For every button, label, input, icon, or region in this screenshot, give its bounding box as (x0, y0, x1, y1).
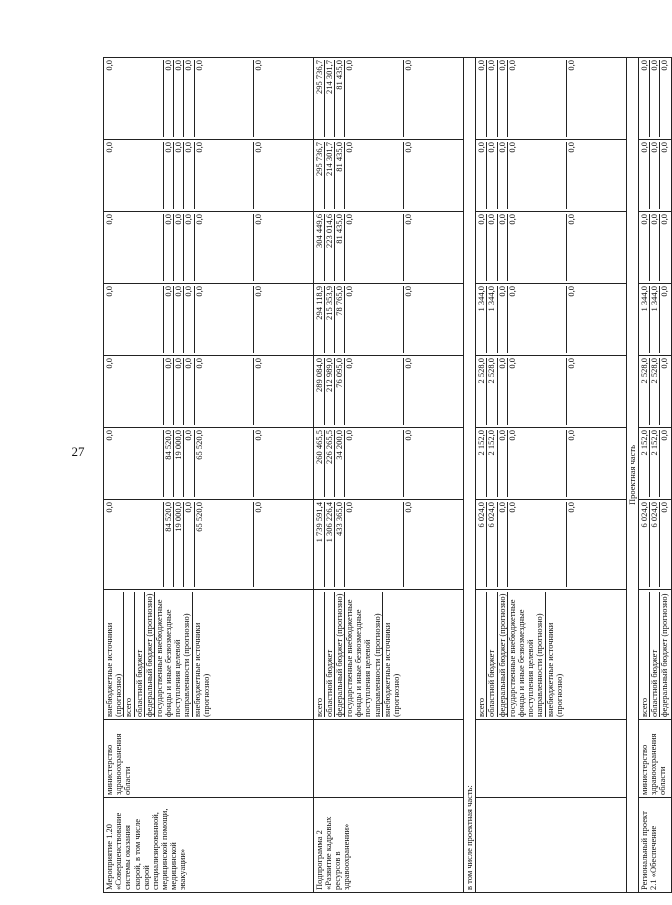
value-column (639, 284, 672, 356)
value-cell: 2 528,0 (487, 358, 497, 425)
value-column (639, 356, 672, 428)
row-subprogram-2 (313, 58, 464, 893)
value-cell: 0,0 (508, 502, 567, 587)
value-cell: 0,0 (487, 142, 497, 209)
value-column (639, 428, 672, 500)
value-cell: 0,0 (565, 430, 576, 441)
value-cell: 1 306 226,4 (325, 502, 335, 587)
value-cell: 0,0 (659, 142, 670, 153)
value-cell: 260 465,5 (315, 430, 325, 497)
value-cell: 0,0 (508, 214, 567, 281)
executor (313, 720, 464, 798)
value-column (639, 58, 672, 140)
value-column (476, 500, 627, 590)
value-cell: 0,0 (477, 142, 487, 209)
funding-source: внебюджетные источники (прогнозно) (544, 622, 564, 717)
value-cell: 215 353,9 (325, 286, 335, 353)
value-cell: 0,0 (195, 214, 254, 281)
value-cell: 0,0 (403, 430, 414, 441)
project-part-label: в том числе проектная часть: (464, 58, 476, 893)
value-column (639, 140, 672, 212)
value-cell: 19 000,0 (174, 430, 184, 497)
funding-source: федеральный бюджет (прогнозно) (496, 593, 507, 717)
value-cell: 0,0 (164, 60, 174, 137)
funding-source: областной бюджет (650, 592, 660, 717)
value-cell: 0,0 (403, 142, 414, 153)
value-column (104, 58, 314, 140)
value-cell: 0,0 (659, 502, 670, 513)
page-number: 27 (71, 444, 85, 459)
value-column (104, 428, 314, 500)
funding-source: федеральный бюджет (прогнозно) (333, 593, 344, 717)
source-column (313, 590, 464, 720)
value-cell: 0,0 (403, 502, 414, 513)
value-cell: 433 365,0 (335, 502, 345, 587)
value-cell: 2 528,0 (640, 358, 650, 425)
value-cell: 0,0 (640, 60, 650, 137)
value-column (313, 58, 464, 140)
project-part-header: Проектная часть (626, 58, 638, 893)
budget-table (103, 57, 672, 893)
row-measure-1-20 (104, 58, 314, 893)
value-cell: 0,0 (565, 142, 576, 153)
value-cell: 0,0 (184, 286, 194, 353)
measure-name: Региональный проект 2.1 «Обеспечение (639, 798, 672, 893)
value-cell: 0,0 (195, 60, 254, 137)
value-column (639, 212, 672, 284)
value-cell: 0,0 (174, 142, 184, 209)
value-column (104, 212, 314, 284)
value-cell: 0,0 (345, 502, 404, 587)
value-cell: 0,0 (184, 142, 194, 209)
value-cell: 0,0 (508, 286, 567, 353)
measure-name (476, 798, 627, 893)
value-cell: 2 152,0 (487, 430, 497, 497)
value-column (313, 212, 464, 284)
value-cell: 0,0 (477, 60, 487, 137)
value-cell: 6 024,0 (487, 502, 497, 587)
value-column (313, 284, 464, 356)
value-cell: 2 528,0 (477, 358, 487, 425)
executor: министерство здравоохранения области (104, 720, 314, 798)
value-cell: 0,0 (105, 358, 164, 425)
value-cell: 0,0 (345, 358, 404, 425)
funding-source: федеральный бюджет (прогнозно) (143, 593, 154, 717)
value-cell: 2 152,0 (650, 430, 660, 497)
value-cell: 0,0 (174, 60, 184, 137)
value-cell: 0,0 (164, 286, 174, 353)
value-cell: 1 344,0 (487, 286, 497, 353)
funding-source: внебюджетные источники (прогнозно) (105, 592, 124, 717)
value-cell: 0,0 (487, 214, 497, 281)
value-cell: 0,0 (565, 214, 576, 225)
value-column (313, 356, 464, 428)
value-cell: 0,0 (105, 142, 164, 209)
value-column (476, 140, 627, 212)
funding-source: всего (315, 592, 325, 717)
measure-name: Мероприятие 1.20 «Совершенствование системы оказания скорой, в том числе скорой специализированной, медицинской помощи, медицинской эвакуации» (104, 798, 314, 893)
value-cell: 0,0 (487, 60, 497, 137)
value-column (104, 500, 314, 590)
funding-source: всего (477, 592, 487, 717)
value-cell: 84 520,0 (164, 502, 174, 587)
value-cell: 0,0 (659, 60, 670, 71)
value-column (104, 284, 314, 356)
value-cell: 0,0 (252, 358, 263, 369)
value-cell: 0,0 (659, 430, 670, 441)
value-cell: 6 024,0 (640, 502, 650, 587)
value-cell: 0,0 (105, 502, 164, 587)
value-cell: 0,0 (105, 430, 164, 497)
value-cell: 19 000,0 (174, 502, 184, 587)
value-cell: 0,0 (565, 502, 576, 513)
value-cell: 226 265,5 (325, 430, 335, 497)
source-column (476, 590, 627, 720)
funding-source: государственные внебюджетные фонды и иные безвозмездные поступления целевой направленности (прогнозно) (508, 592, 546, 717)
value-cell: 0,0 (252, 214, 263, 225)
value-cell: 81 435,0 (335, 142, 345, 209)
value-cell: 0,0 (508, 358, 567, 425)
value-cell: 0,0 (498, 142, 508, 209)
value-column (476, 356, 627, 428)
value-cell: 0,0 (174, 286, 184, 353)
value-cell: 0,0 (403, 60, 414, 71)
value-cell: 81 435,0 (335, 214, 345, 281)
funding-source: государственные внебюджетные фонды и иные безвозмездные поступления целевой направленности (прогнозно) (155, 592, 193, 717)
value-cell: 295 736,7 (315, 60, 325, 137)
value-cell: 34 200,0 (335, 430, 345, 497)
value-cell: 0,0 (164, 142, 174, 209)
value-cell: 0,0 (184, 214, 194, 281)
value-cell: 6 024,0 (650, 502, 660, 587)
value-cell: 0,0 (184, 430, 194, 497)
value-column (313, 500, 464, 590)
value-cell: 0,0 (659, 214, 670, 225)
value-cell: 0,0 (508, 142, 567, 209)
value-cell: 0,0 (164, 358, 174, 425)
value-cell: 0,0 (650, 214, 660, 281)
value-cell: 0,0 (252, 60, 263, 71)
value-cell: 81 435,0 (335, 60, 345, 137)
value-column (104, 356, 314, 428)
value-cell: 212 989,0 (325, 358, 335, 425)
value-cell: 65 520,0 (195, 502, 254, 587)
value-cell: 0,0 (252, 502, 263, 513)
measure-name: Подпрограмма 2 «Развитие кадровых ресурсов в здравоохранении» (313, 798, 464, 893)
value-column (476, 58, 627, 140)
value-cell: 84 520,0 (164, 430, 174, 497)
value-cell: 0,0 (252, 286, 263, 297)
source-column (104, 590, 314, 720)
funding-source: областной бюджет (135, 592, 145, 717)
value-column (104, 140, 314, 212)
value-cell: 0,0 (174, 214, 184, 281)
value-cell: 294 118,9 (315, 286, 325, 353)
value-cell: 1 344,0 (477, 286, 487, 353)
value-cell: 0,0 (164, 214, 174, 281)
value-cell: 0,0 (508, 430, 567, 497)
value-cell: 0,0 (195, 142, 254, 209)
value-cell: 0,0 (498, 60, 508, 137)
value-column (313, 140, 464, 212)
value-column (476, 212, 627, 284)
value-cell: 214 301,7 (325, 60, 335, 137)
value-cell: 0,0 (565, 358, 576, 369)
value-cell: 2 528,0 (650, 358, 660, 425)
value-cell: 2 152,0 (477, 430, 487, 497)
value-cell: 1 739 591,4 (315, 502, 325, 587)
value-cell: 0,0 (498, 358, 508, 425)
value-cell: 65 520,0 (195, 430, 254, 497)
value-cell: 0,0 (650, 60, 660, 137)
value-column (476, 284, 627, 356)
value-cell: 0,0 (252, 430, 263, 441)
value-cell: 214 301,7 (325, 142, 335, 209)
value-cell: 0,0 (105, 60, 164, 137)
value-column (476, 428, 627, 500)
value-cell: 0,0 (252, 142, 263, 153)
value-cell: 0,0 (508, 60, 567, 137)
value-cell: 0,0 (105, 214, 164, 281)
funding-source: всего (124, 592, 134, 717)
value-cell: 0,0 (403, 214, 414, 225)
funding-source: областной бюджет (325, 592, 335, 717)
value-cell: 0,0 (195, 358, 254, 425)
value-cell: 0,0 (184, 60, 194, 137)
value-cell: 0,0 (640, 214, 650, 281)
value-cell: 6 024,0 (477, 502, 487, 587)
value-cell: 289 084,0 (315, 358, 325, 425)
funding-source: областной бюджет (487, 592, 497, 717)
value-cell: 0,0 (403, 358, 414, 369)
value-cell: 0,0 (477, 214, 487, 281)
funding-source: федеральный бюджет (прогнозно) (659, 593, 670, 717)
row-project-part-header (626, 58, 638, 893)
value-cell: 0,0 (565, 286, 576, 297)
executor (476, 720, 627, 798)
funding-source: внебюджетные источники (прогнозно) (191, 622, 211, 717)
value-cell: 0,0 (565, 60, 576, 71)
value-cell: 0,0 (184, 358, 194, 425)
value-cell: 1 344,0 (650, 286, 660, 353)
value-cell: 0,0 (498, 286, 508, 353)
row-project-part (476, 58, 627, 893)
value-cell: 0,0 (195, 286, 254, 353)
row-project-part-label (464, 58, 476, 893)
value-cell: 2 152,0 (640, 430, 650, 497)
value-cell: 0,0 (498, 214, 508, 281)
value-cell: 0,0 (345, 214, 404, 281)
value-cell: 304 449,6 (315, 214, 325, 281)
value-cell: 78 765,0 (335, 286, 345, 353)
value-cell: 0,0 (184, 502, 194, 587)
value-cell: 1 344,0 (640, 286, 650, 353)
rotated-table-wrapper (103, 57, 672, 893)
value-cell: 0,0 (345, 142, 404, 209)
value-cell: 295 736,7 (315, 142, 325, 209)
value-cell: 223 014,6 (325, 214, 335, 281)
value-cell: 0,0 (345, 286, 404, 353)
value-cell: 0,0 (345, 430, 404, 497)
source-column (639, 590, 672, 720)
funding-source: внебюджетные источники (прогнозно) (381, 622, 401, 717)
value-cell: 0,0 (498, 502, 508, 587)
executor: министерство здравоохранения области (639, 720, 672, 798)
value-cell: 76 095,0 (335, 358, 345, 425)
row-regional-project-2-1 (639, 58, 672, 893)
value-cell: 0,0 (659, 286, 670, 297)
value-cell: 0,0 (345, 60, 404, 137)
value-cell: 0,0 (174, 358, 184, 425)
value-cell: 0,0 (403, 286, 414, 297)
value-cell: 0,0 (650, 142, 660, 209)
funding-source: всего (640, 592, 650, 717)
value-cell: 0,0 (659, 358, 670, 369)
funding-source: государственные внебюджетные фонды и иные безвозмездные поступления целевой направленности (прогнозно) (345, 592, 383, 717)
value-cell: 0,0 (105, 286, 164, 353)
value-column (313, 428, 464, 500)
value-cell: 0,0 (640, 142, 650, 209)
value-cell: 0,0 (498, 430, 508, 497)
value-column (639, 500, 672, 590)
